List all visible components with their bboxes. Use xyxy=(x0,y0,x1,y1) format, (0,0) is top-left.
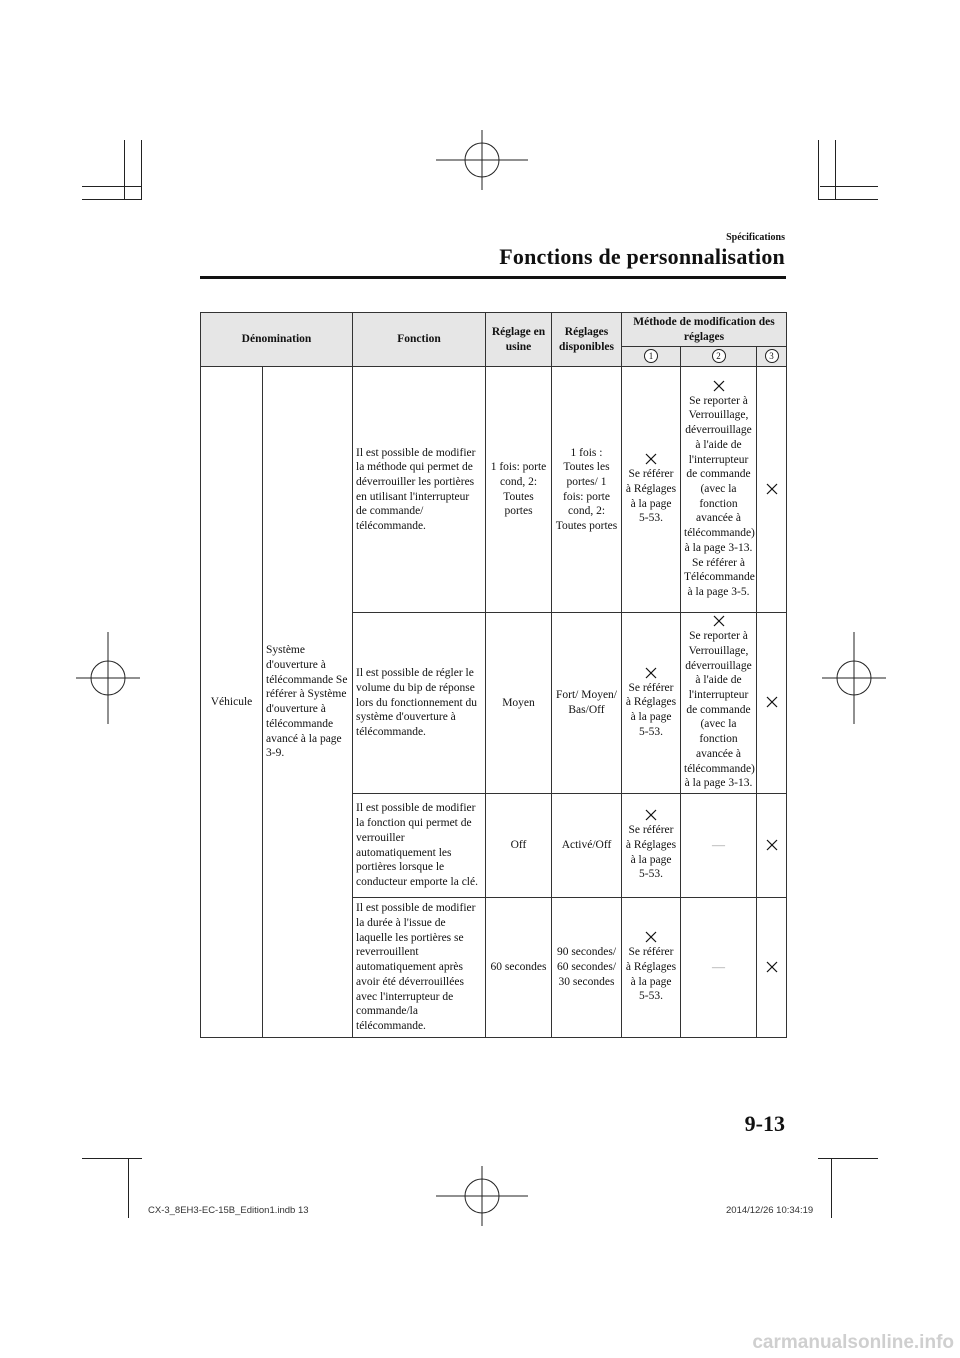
method-2-cell xyxy=(681,613,757,794)
crop-mark-icon xyxy=(128,1158,129,1218)
cross-icon xyxy=(766,961,778,973)
registration-mark-icon xyxy=(822,632,886,724)
disponibles-cell: 1 fois : Toutes les portes/ 1 fois: porte cond, 2: Toutes portes xyxy=(552,367,622,613)
method-1-text: Se référer à Réglages à la page 5-53. xyxy=(625,946,677,1003)
method-1-cell xyxy=(622,367,681,613)
header-methode: Méthode de modification des réglages xyxy=(622,313,787,347)
watermark: carmanualsonline.info xyxy=(752,1332,954,1353)
crop-mark-icon xyxy=(82,199,142,200)
header-fonction: Fonction xyxy=(353,313,486,367)
page-number: 9-13 xyxy=(744,1111,785,1136)
cross-icon xyxy=(766,839,778,851)
crop-mark-icon xyxy=(82,186,142,187)
crop-mark-icon xyxy=(831,1158,832,1218)
registration-mark-icon xyxy=(436,1166,528,1226)
header-reglage-usine: Réglage en usine xyxy=(486,313,552,367)
method-2-cell xyxy=(681,367,757,613)
usine-cell: Off xyxy=(486,794,552,898)
cross-icon xyxy=(645,667,657,679)
crop-mark-icon xyxy=(835,140,836,200)
method-2-text: Se reporter à Verrouillage, déverrouillage à l'aide de l'interrupteur de commande (avec la fonction avancée à télécommande) à la page 3-13. xyxy=(684,630,755,790)
method-1-text: Se référer à Réglages à la page 5-53. xyxy=(625,824,677,881)
circled-number-icon: 2 xyxy=(712,349,726,363)
header-method-2 xyxy=(681,347,757,367)
cross-icon xyxy=(645,809,657,821)
fonction-cell: Il est possible de modifier la méthode qui permet de déverrouiller les portières en utilisant l'interrupteur de commande/ télécommande. xyxy=(353,367,486,613)
header-denomination: Dénomination xyxy=(201,313,353,367)
method-1-cell xyxy=(622,613,681,794)
cross-icon xyxy=(645,931,657,943)
circled-number-icon: 3 xyxy=(765,349,779,363)
circled-number-icon: 1 xyxy=(644,349,658,363)
crop-mark-icon xyxy=(818,199,878,200)
method-3-cell xyxy=(757,794,787,898)
method-2-text: Se reporter à Verrouillage, déverrouillage à l'aide de l'interrupteur de commande (avec la fonction avancée à télécommande) à la page 3-13. Se référer à Télécommande à la page 3-5. xyxy=(684,394,755,598)
method-1-text: Se référer à Réglages à la page 5-53. xyxy=(625,468,677,525)
header-reglages-disponibles: Réglages disponibles xyxy=(552,313,622,367)
usine-cell: 60 secondes xyxy=(486,898,552,1038)
method-1-text: Se référer à Réglages à la page 5-53. xyxy=(625,681,677,738)
footer-file-info: CX-3_8EH3-EC-15B_Edition1.indb 13 xyxy=(148,1205,309,1216)
usine-cell: Moyen xyxy=(486,613,552,794)
fonction-cell: Il est possible de modifier la durée à l'issue de laquelle les portières se reverrouillent automatiquement après avoir été déverrouillées avec l'interrupteur de commande/la télécommande. xyxy=(353,898,486,1038)
registration-mark-icon xyxy=(76,632,140,724)
header-divider xyxy=(200,276,786,279)
method-2-cell xyxy=(681,898,757,1038)
subgroup-cell: Système d'ouverture à télécommande Se référer à Système d'ouverture à télécommande avancé à la page 3-9. xyxy=(263,367,353,1038)
method-3-cell xyxy=(757,613,787,794)
cross-icon xyxy=(766,483,778,495)
crop-mark-icon xyxy=(818,140,819,200)
header-method-1 xyxy=(622,347,681,367)
dash-text: — xyxy=(712,837,725,853)
customization-table xyxy=(200,312,787,1038)
cross-icon xyxy=(713,380,725,392)
disponibles-cell: Activé/Off xyxy=(552,794,622,898)
section-label: Spécifications xyxy=(726,232,785,243)
group-cell: Véhicule xyxy=(201,367,263,1038)
method-3-cell xyxy=(757,367,787,613)
dash-text: — xyxy=(712,959,725,975)
disponibles-cell: 90 secondes/ 60 secondes/ 30 secondes xyxy=(552,898,622,1038)
cross-icon xyxy=(766,696,778,708)
fonction-cell: Il est possible de régler le volume du bip de réponse lors du fonctionnement du système d'ouverture à télécommande. xyxy=(353,613,486,794)
method-3-cell xyxy=(757,898,787,1038)
usine-cell: 1 fois: porte cond, 2: Toutes portes xyxy=(486,367,552,613)
page-title: Fonctions de personnalisation xyxy=(499,244,785,269)
crop-mark-icon xyxy=(820,186,878,187)
crop-mark-icon xyxy=(818,1158,878,1159)
table-row xyxy=(201,367,787,613)
table-header-row xyxy=(201,313,787,347)
cross-icon xyxy=(713,615,725,627)
crop-mark-icon xyxy=(141,140,142,200)
method-1-cell xyxy=(622,794,681,898)
disponibles-cell: Fort/ Moyen/ Bas/Off xyxy=(552,613,622,794)
fonction-cell: Il est possible de modifier la fonction qui permet de verrouiller automatiquement les portières lorsque le conducteur emporte la clé. xyxy=(353,794,486,898)
header-method-3 xyxy=(757,347,787,367)
method-1-cell xyxy=(622,898,681,1038)
registration-mark-icon xyxy=(436,130,528,190)
footer-timestamp: 2014/12/26 10:34:19 xyxy=(726,1205,814,1216)
crop-mark-icon xyxy=(82,1158,142,1159)
cross-icon xyxy=(645,453,657,465)
method-2-cell xyxy=(681,794,757,898)
crop-mark-icon xyxy=(124,140,125,200)
